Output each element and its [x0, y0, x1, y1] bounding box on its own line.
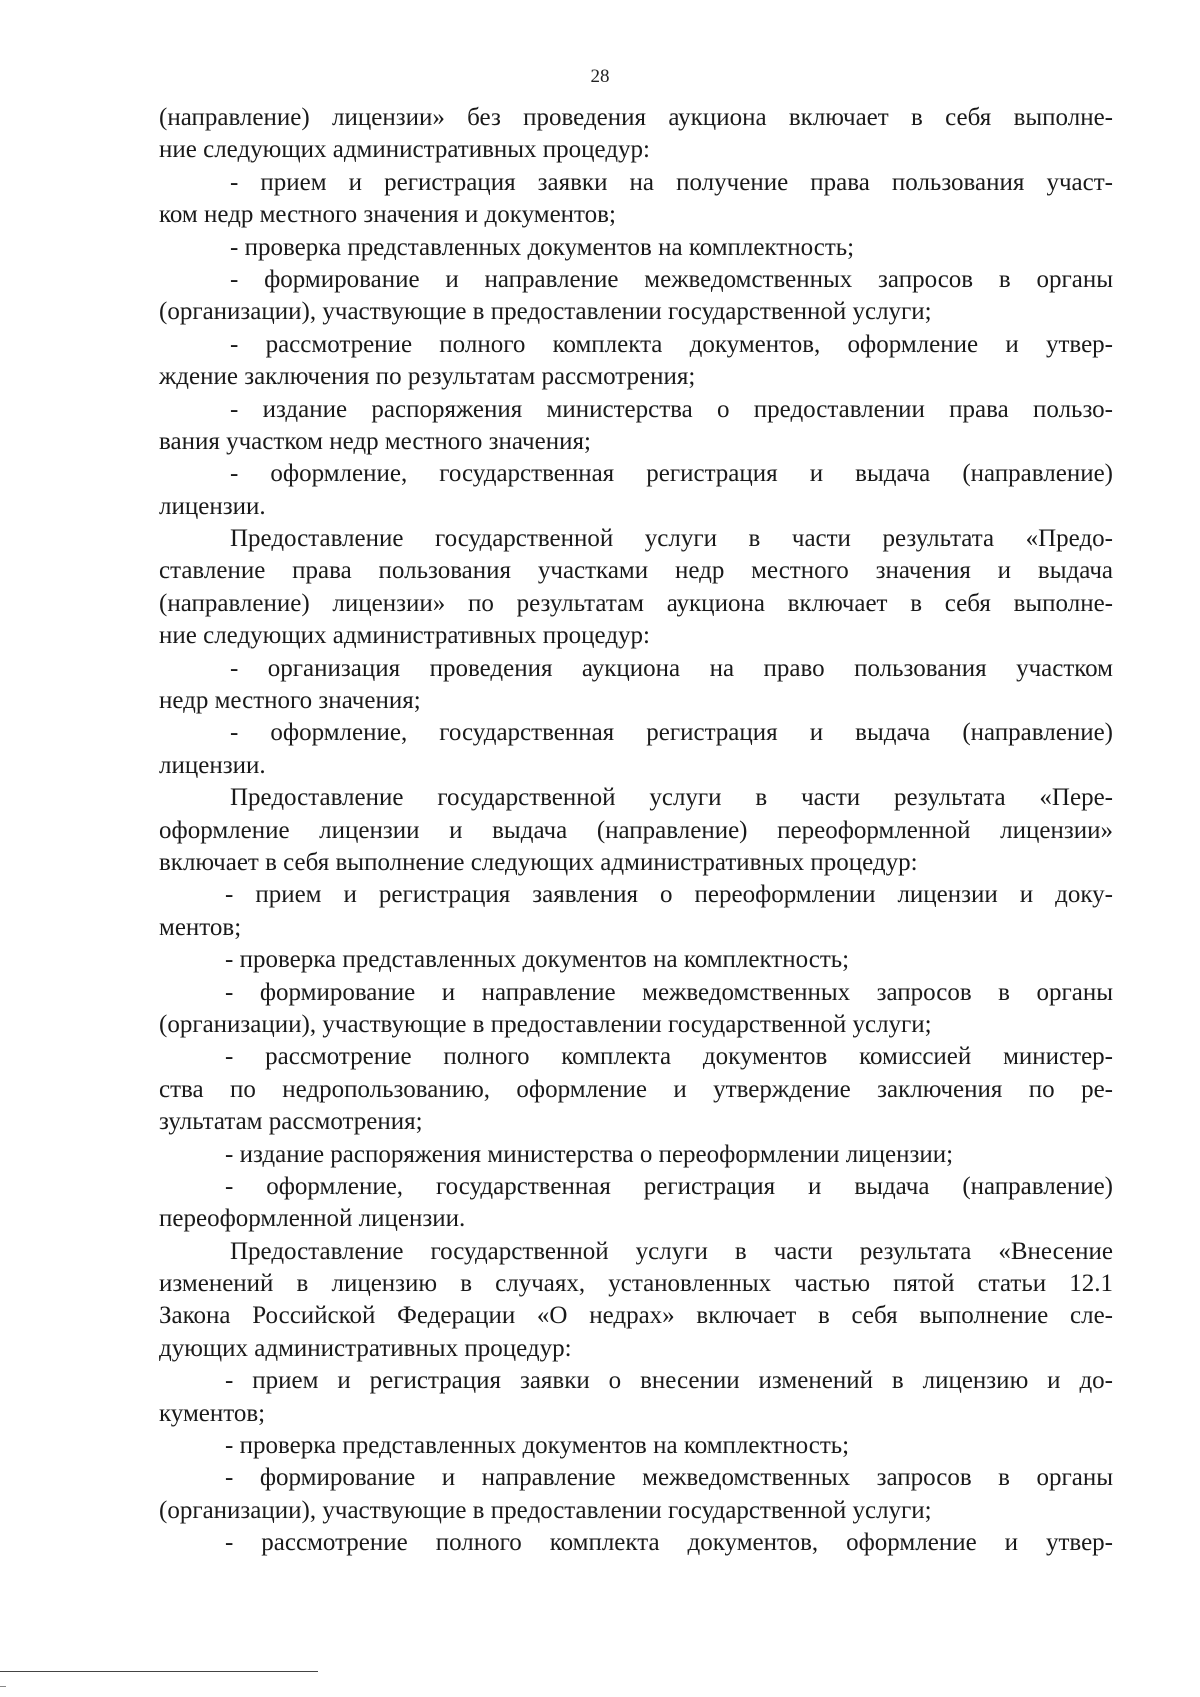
paragraph-first-line: Предоставление государственной услуги в части результата «Внесение — [230, 1237, 1113, 1265]
list-item-line: - оформление, государственная регистрация и выдача (направление) — [230, 460, 1113, 488]
text-line: (организации), участвующие в предоставлении государственной услуги; — [159, 298, 932, 326]
list-item-line: - прием и регистрация заявки о внесении изменений в лицензию и до- — [225, 1367, 1113, 1395]
paragraph-first-line: Предоставление государственной услуги в части результата «Пере- — [230, 784, 1113, 812]
list-item-line: - рассмотрение полного комплекта документов, оформление и утвер- — [225, 1529, 1113, 1557]
text-line: ментов; — [159, 913, 242, 941]
text-line: Закона Российской Федерации «О недрах» включает в себя выполнение сле- — [159, 1302, 1113, 1330]
list-item-line: - проверка представленных документов на комплектность; — [230, 233, 855, 261]
text-line: (организации), участвующие в предоставлении государственной услуги; — [159, 1496, 932, 1524]
text-line: вания участком недр местного значения; — [159, 427, 591, 455]
list-item-line: - проверка представленных документов на комплектность; — [225, 1432, 850, 1460]
list-item-line: - оформление, государственная регистрация и выдача (направление) — [230, 719, 1113, 747]
text-line: (организации), участвующие в предоставлении государственной услуги; — [159, 1010, 932, 1038]
text-line: ждение заключения по результатам рассмотрения; — [159, 363, 696, 391]
list-item-line: - оформление, государственная регистрация и выдача (направление) — [225, 1172, 1113, 1200]
page-number: 28 — [590, 66, 610, 87]
text-line: включает в себя выполнение следующих административных процедур: — [159, 848, 918, 876]
text-line: ства по недропользованию, оформление и утверждение заключения по ре- — [159, 1075, 1113, 1103]
list-item-line: - прием и регистрация заявки на получение права пользования участ- — [230, 168, 1113, 196]
paragraph-first-line: Предоставление государственной услуги в части результата «Предо- — [230, 525, 1113, 553]
document-body — [159, 102, 1113, 1560]
list-item-line: - формирование и направление межведомственных запросов в органы — [225, 978, 1113, 1006]
text-line: зультатам рассмотрения; — [159, 1108, 423, 1136]
text-line: кументов; — [159, 1399, 266, 1427]
scan-edge-mark — [0, 1686, 6, 1687]
list-item-line: - издание распоряжения министерства о предоставлении права пользо- — [230, 395, 1113, 423]
text-line: недр местного значения; — [159, 687, 421, 715]
text-line: переоформленной лицензии. — [159, 1205, 466, 1233]
text-line: лицензии. — [159, 751, 266, 779]
text-line: ставление права пользования участками недр местного значения и выдача — [159, 557, 1113, 585]
list-item-line: - формирование и направление межведомственных запросов в органы — [225, 1464, 1113, 1492]
text-line: ние следующих административных процедур: — [159, 622, 650, 650]
text-line: (направление) лицензии» по результатам аукциона включает в себя выполне- — [159, 589, 1113, 617]
text-line: ние следующих административных процедур: — [159, 136, 650, 164]
text-line: (направление) лицензии» без проведения аукциона включает в себя выполне- — [159, 104, 1113, 131]
list-item-line: - организация проведения аукциона на право пользования участком — [230, 654, 1113, 682]
list-item-line: - рассмотрение полного комплекта документов, оформление и утвер- — [230, 330, 1113, 358]
text-line: оформление лицензии и выдача (направление) переоформленной лицензии» — [159, 816, 1113, 844]
list-item-line: - рассмотрение полного комплекта документов комиссией министер- — [225, 1043, 1113, 1071]
footer-rule — [0, 1671, 318, 1672]
text-line: ком недр местного значения и документов; — [159, 201, 616, 229]
list-item-line: - проверка представленных документов на комплектность; — [225, 946, 850, 974]
list-item-line: - формирование и направление межведомственных запросов в органы — [230, 265, 1113, 293]
text-line: лицензии. — [159, 492, 266, 520]
text-line: изменений в лицензию в случаях, установленных частью пятой статьи 12.1 — [159, 1270, 1113, 1298]
list-item-line: - прием и регистрация заявления о переоформлении лицензии и доку- — [225, 881, 1113, 909]
text-line: дующих административных процедур: — [159, 1334, 572, 1362]
list-item-line: - издание распоряжения министерства о переоформлении лицензии; — [225, 1140, 954, 1168]
